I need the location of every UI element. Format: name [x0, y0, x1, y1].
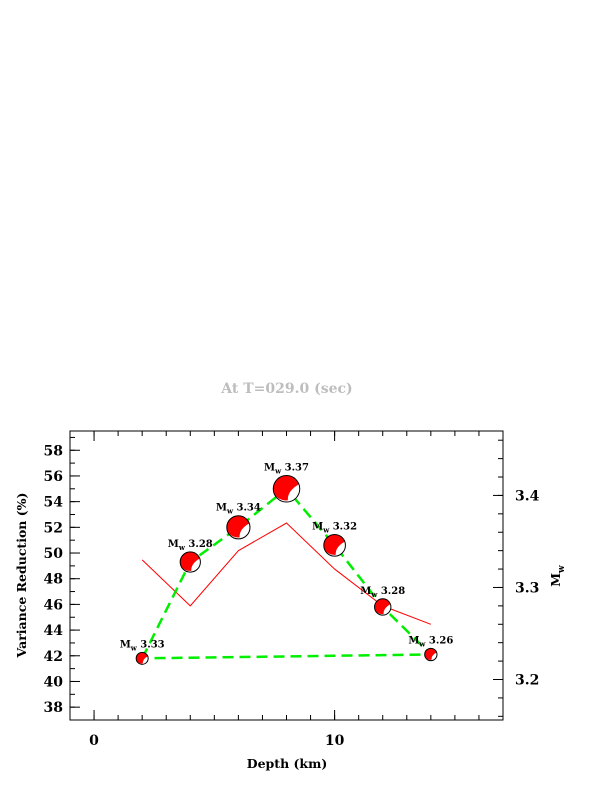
x-axis-label: Depth (km) — [246, 756, 328, 771]
annotation-value: 3.34 — [233, 502, 261, 514]
y-axis-label: Variance Reduction (%) — [14, 492, 29, 658]
x-tick-label: 0 — [89, 733, 99, 749]
y-tick-label: 48 — [43, 571, 63, 588]
annotation-sub: w — [226, 506, 234, 516]
magnitude-annotation — [312, 521, 357, 534]
annotation-value: 3.37 — [281, 462, 309, 474]
y2-tick-label: 3.2 — [515, 672, 540, 689]
y2-tick-label: 3.3 — [515, 580, 540, 597]
y-tick-label: 50 — [43, 546, 63, 563]
chart-title: At T=029.0 (sec) — [221, 381, 353, 397]
magnitude-annotation — [264, 463, 309, 476]
y-tick-label: 44 — [43, 623, 63, 640]
y2-axis-label — [548, 565, 567, 587]
annotation-sub: w — [178, 542, 185, 552]
annotation-main: M — [167, 538, 179, 550]
beachball — [372, 596, 393, 616]
magnitude-annotation — [120, 639, 165, 652]
plot-frame — [70, 431, 503, 720]
annotation-main: M — [119, 639, 131, 651]
x-tick-label: 10 — [324, 733, 345, 749]
annotation-value: 3.28 — [184, 538, 213, 550]
y-tick-label: 46 — [43, 597, 63, 614]
y-tick-label: 56 — [43, 468, 63, 485]
annotation-main: M — [360, 585, 372, 597]
beachball — [423, 647, 438, 662]
y-tick-label: 38 — [43, 700, 63, 717]
annotation-sub: w — [323, 525, 330, 535]
y-tick-label: 54 — [43, 494, 63, 511]
beachball — [321, 531, 348, 557]
annotation-sub: w — [371, 589, 378, 599]
y2-tick-label: 3.4 — [515, 488, 540, 505]
annotation-sub: w — [130, 643, 137, 653]
magnitude-annotation — [360, 586, 405, 599]
variance-reduction-line — [142, 489, 431, 659]
annotation-main: M — [215, 502, 227, 514]
annotation-value: 3.33 — [136, 639, 165, 651]
beachball — [134, 651, 149, 666]
annotation-main: M — [408, 635, 420, 647]
y-tick-label: 52 — [43, 520, 63, 537]
annotation-value: 3.26 — [425, 635, 454, 647]
annotation-sub: w — [275, 466, 282, 476]
annotation-value: 3.28 — [377, 585, 406, 597]
annotation-value: 3.32 — [329, 521, 358, 533]
annotation-main: M — [312, 521, 324, 533]
annotation-main: M — [264, 462, 276, 474]
magnitude-annotation — [408, 635, 453, 648]
annotation-sub: w — [419, 639, 426, 649]
y2-axis-label-sub: w — [557, 565, 567, 573]
y-tick-label: 42 — [43, 648, 63, 665]
beachballs — [134, 472, 438, 665]
y-tick-label: 40 — [43, 674, 63, 691]
series-layer — [142, 489, 431, 659]
y-tick-label: 58 — [43, 443, 63, 460]
beachball — [177, 549, 202, 574]
y2-axis-label-main: M — [548, 572, 563, 587]
